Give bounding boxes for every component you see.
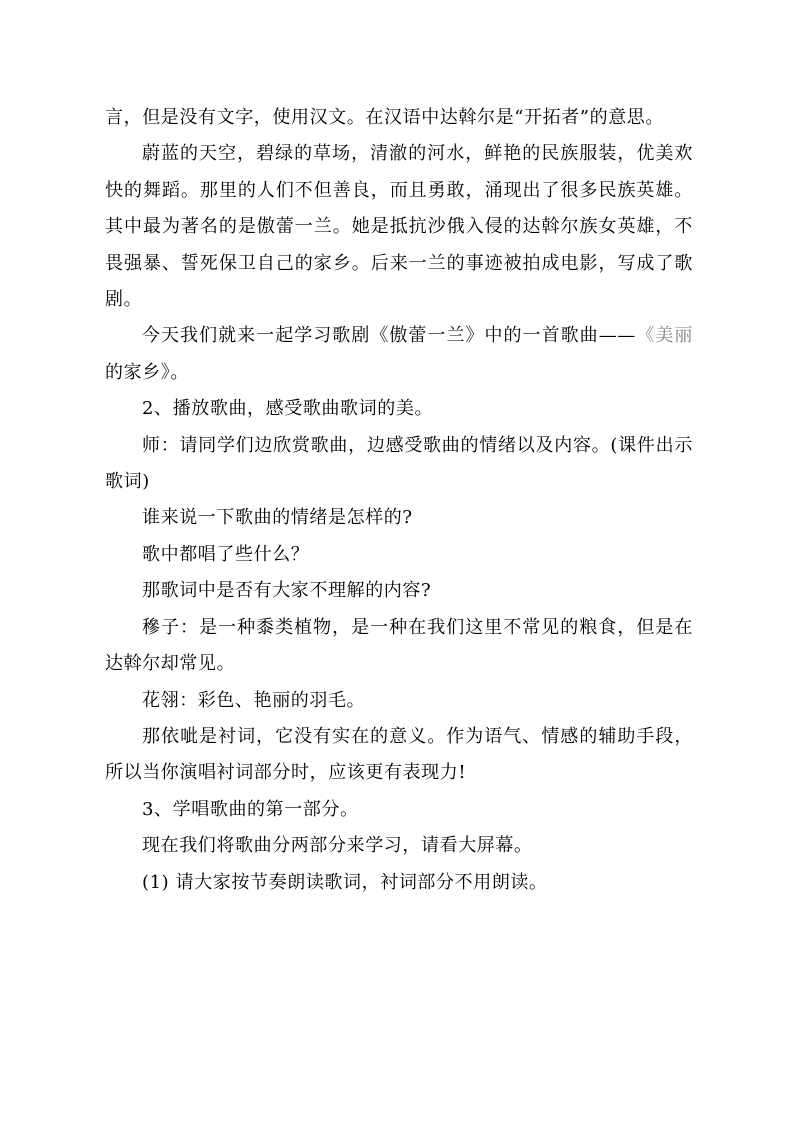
- question-content: 歌中都唱了些什么？: [142, 543, 310, 565]
- document-body: [105, 100, 693, 901]
- paragraph-description: 蔚蓝的天空，碧绿的草场，清澈的河水，鲜艳的民族服装，优美欢快的舞蹈。那里的人们不但善良，而且勇敢，涌现出了很多民族英雄。其中最为著名的是傲蕾一兰。她是抵抗沙俄入侵的达斡尔族女英雄，不畏强暴、誓死保卫自己的家乡。后来一兰的事迹被拍成电影，写成了歌剧。: [105, 143, 693, 311]
- question-mood: 谁来说一下歌曲的情绪是怎样的?: [142, 507, 413, 529]
- paragraph-teacher-instruction: 师：请同学们边欣赏歌曲，边感受歌曲的情绪以及内容。(课件出示歌词): [105, 434, 693, 493]
- definition-millet: 穇子：是一种黍类植物，是一种在我们这里不常见的粮食，但是在达斡尔却常见。: [105, 616, 693, 675]
- section-heading-2: 2、播放歌曲，感受歌曲歌词的美。: [142, 398, 434, 420]
- section-heading-3: 3、学唱歌曲的第一部分。: [142, 798, 359, 820]
- paragraph-introduction-text: 今天我们就来一起学习歌剧《傲蕾一兰》中的一首歌曲——: [142, 325, 636, 347]
- song-title-highlight: 《美丽: [635, 325, 693, 347]
- paragraph-continuation: 言，但是没有文字，使用汉文。在汉语中达斡尔是“开拓者”的意思。: [105, 107, 665, 128]
- step-1-reading: (1) 请大家按节奏朗读歌词，衬词部分不用朗读。: [142, 871, 548, 893]
- question-lyrics: 那歌词中是否有大家不理解的内容?: [142, 580, 432, 602]
- paragraph-introduction: [105, 318, 693, 391]
- paragraph-two-parts: 现在我们将歌曲分两部分来学习，请看大屏幕。: [142, 835, 533, 857]
- definition-feather: 花翎：彩色、艳丽的羽毛。: [142, 689, 366, 711]
- paragraph-introduction-tail: 的家乡》。: [105, 361, 189, 383]
- paragraph-vocables: 那依呲是衬词，它没有实在的意义。作为语气、情感的辅助手段，所以当你演唱衬词部分时，应该更有表现力!: [105, 725, 693, 784]
